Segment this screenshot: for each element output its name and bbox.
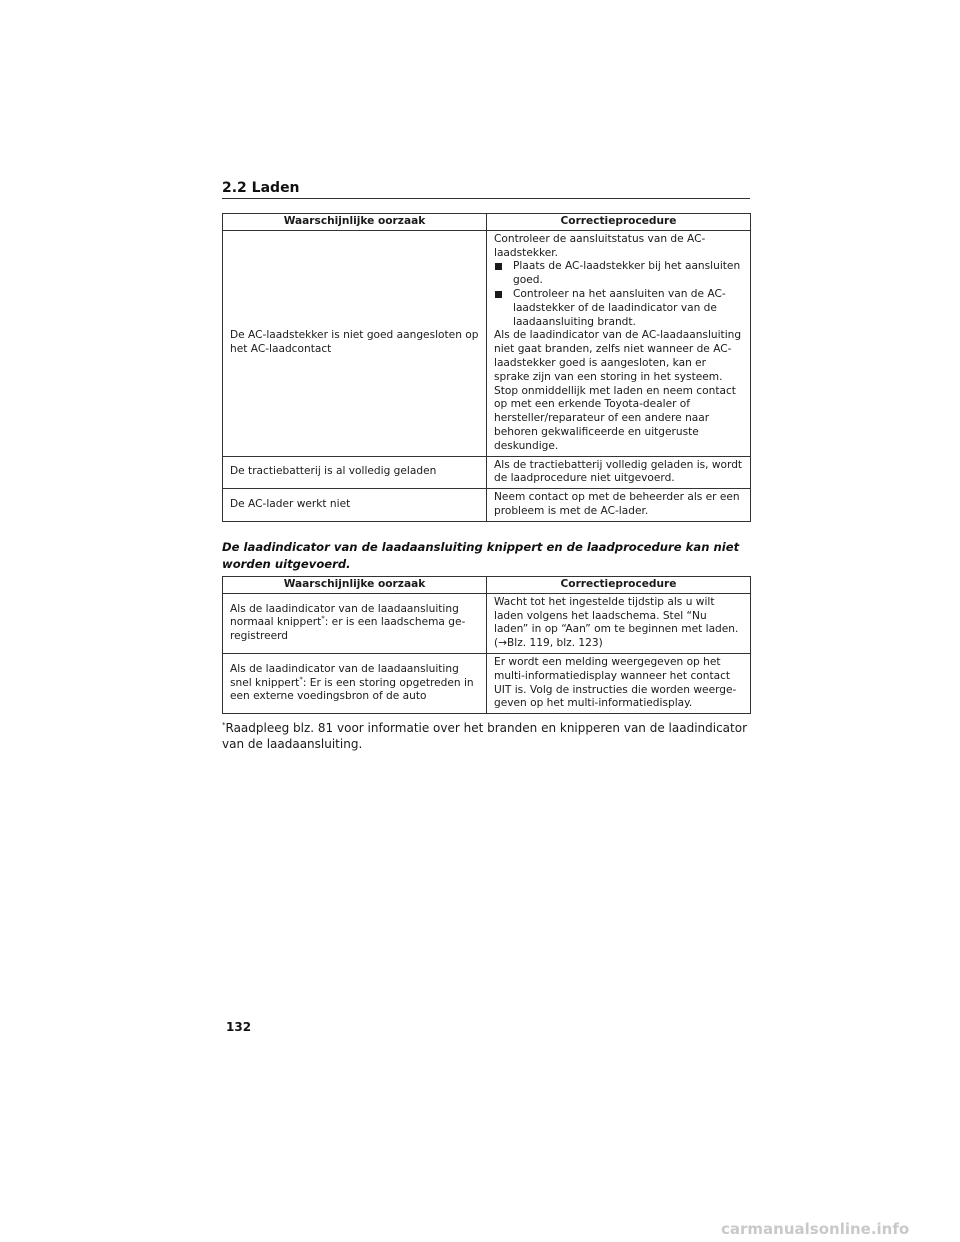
procedure-intro: Controleer de aansluitstatus van de AC-laadstekker. <box>494 232 706 259</box>
cause-cell: De AC-lader werkt niet <box>223 489 487 522</box>
table-row <box>223 489 751 522</box>
footnote-text: Raadpleeg blz. 81 voor informatie over het branden en knipperen van de laadindicator van de laadaansluiting. <box>222 721 748 751</box>
column-header-procedure: Correctieprocedure <box>487 214 751 231</box>
column-header-cause: Waarschijnlijke oorzaak <box>223 214 487 231</box>
footnote-marker: * <box>299 675 303 684</box>
list-item <box>494 260 744 288</box>
bullet-square-icon <box>495 291 502 298</box>
procedure-note: Als de laadindicator van de AC-laadaansluiting niet gaat branden, zelfs niet wanneer de AC-laadstekker goed is aangesloten, kan er sprake zijn van een storing in het systeem. Stop onmiddellijk met laden en neem contact op met een erkende Toyota-dealer of hersteller/reparateur of een andere naar behoren gekwalificeerde en uitgeruste deskundige. <box>494 329 742 452</box>
step-text: Plaats de AC-laadstekker bij het aansluiten goed. <box>513 260 741 287</box>
table-header-row <box>223 214 751 231</box>
step-text: Controleer na het aansluiten van de AC-laadstekker of de laadindicator van de laadaansluiting brandt. <box>513 287 726 328</box>
cause-cell: De AC-laadstekker is niet goed aangesloten op het AC-laadcontact <box>223 230 487 456</box>
subheading: De laadindicator van de laadaansluiting knippert en de laadprocedure kan niet worden uitgevoerd. <box>222 540 740 571</box>
section-divider <box>222 198 750 199</box>
procedure-cell: Er wordt een melding weergegeven op het multi-informatiedisplay wanneer het contact UIT is. Volg de instructies die worden weerge-geven op het multi-informatiedisplay. <box>487 653 751 713</box>
page-number: 132 <box>226 1020 252 1034</box>
cause-text: : Er is een storing opgetreden in een externe voedingsbron of de auto <box>230 676 474 703</box>
table-row <box>223 653 751 713</box>
cause-cell <box>223 653 487 713</box>
procedure-cell <box>487 230 751 456</box>
table-header-row <box>223 577 751 594</box>
table-row <box>223 593 751 653</box>
cause-text: : er is een laadschema ge-registreerd <box>230 616 466 643</box>
troubleshooting-table-1 <box>222 213 751 522</box>
footnote-marker: * <box>222 721 226 729</box>
cause-cell <box>223 593 487 653</box>
table-row <box>223 230 751 456</box>
troubleshooting-table-2 <box>222 576 751 714</box>
list-item <box>494 288 744 329</box>
cause-cell: De tractiebatterij is al volledig geladen <box>223 456 487 489</box>
procedure-cell: Als de tractiebatterij volledig geladen is, wordt de laadprocedure niet uitgevoerd. <box>487 456 751 489</box>
procedure-steps <box>494 260 744 329</box>
cause-text: Als de laadindicator van de laadaansluiting snel knippert <box>230 662 459 689</box>
column-header-procedure: Correctieprocedure <box>487 577 751 594</box>
footnote-marker: * <box>321 614 325 623</box>
watermark: carmanualsonline.info <box>721 1220 910 1238</box>
column-header-cause: Waarschijnlijke oorzaak <box>223 577 487 594</box>
bullet-square-icon <box>495 263 502 270</box>
procedure-cell: Wacht tot het ingestelde tijdstip als u wilt laden volgens het laadschema. Stel “Nu laden” in op “Aan” om te beginnen met laden. (→Blz. 119, blz. 123) <box>487 593 751 653</box>
procedure-cell: Neem contact op met de beheerder als er een probleem is met de AC-lader. <box>487 489 751 522</box>
footnote <box>222 720 752 752</box>
table-row <box>223 456 751 489</box>
cause-text: Als de laadindicator van de laadaansluiting normaal knippert <box>230 602 459 629</box>
section-title: 2.2 Laden <box>222 180 300 196</box>
